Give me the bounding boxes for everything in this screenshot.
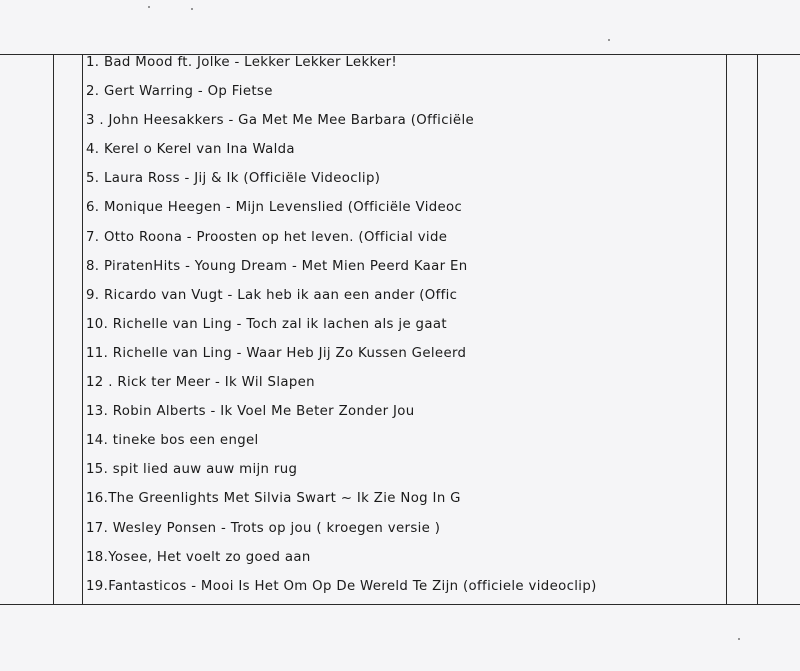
table-right-border xyxy=(757,54,758,604)
track-item: 2. Gert Warring - Op Fietse xyxy=(86,84,273,100)
scan-speck xyxy=(608,39,610,41)
track-item: 16.The Greenlights Met Silvia Swart ~ Ik Zie Nog In G xyxy=(86,491,461,507)
track-item: 10. Richelle van Ling - Toch zal ik lachen als je gaat xyxy=(86,316,447,332)
track-item: 9. Ricardo van Vugt - Lak heb ik aan een ander (Offic xyxy=(86,287,458,303)
track-column-right-border xyxy=(726,54,727,604)
track-item: 3 . John Heesakkers - Ga Met Me Mee Barbara (Officiële xyxy=(86,113,475,129)
track-item: 6. Monique Heegen - Mijn Levenslied (Officiële Videoc xyxy=(86,200,463,216)
track-item: 14. tineke bos een engel xyxy=(86,433,259,449)
table-bottom-border xyxy=(0,604,800,605)
track-item: 7. Otto Roona - Proosten op het leven. (Official vide xyxy=(86,229,448,245)
track-item: 8. PiratenHits - Young Dream - Met Mien Peerd Kaar En xyxy=(86,258,468,274)
track-item: 4. Kerel o Kerel van Ina Walda xyxy=(86,142,295,158)
table-left-border xyxy=(53,54,54,604)
track-item: 15. spit lied auw auw mijn rug xyxy=(86,462,298,478)
track-item: 18.Yosee, Het voelt zo goed aan xyxy=(86,549,311,565)
track-item: 19.Fantasticos - Mooi Is Het Om Op De Wereld Te Zijn (officiele videoclip) xyxy=(86,578,597,594)
track-item: 11. Richelle van Ling - Waar Heb Jij Zo Kussen Geleerd xyxy=(86,345,467,361)
scan-speck xyxy=(148,6,150,8)
track-item: 5. Laura Ross - Jij & Ik (Officiële Videoclip) xyxy=(86,171,381,187)
track-item: 1. Bad Mood ft. Jolke - Lekker Lekker Lekker! xyxy=(86,55,398,70)
track-item: 13. Robin Alberts - Ik Voel Me Beter Zonder Jou xyxy=(86,404,415,420)
scan-speck xyxy=(191,8,193,10)
scan-speck xyxy=(738,638,740,640)
track-item: 17. Wesley Ponsen - Trots op jou ( kroegen versie ) xyxy=(86,520,441,536)
track-column-left-border xyxy=(82,54,83,604)
track-item: 12 . Rick ter Meer - Ik Wil Slapen xyxy=(86,375,315,391)
track-list xyxy=(86,48,722,601)
